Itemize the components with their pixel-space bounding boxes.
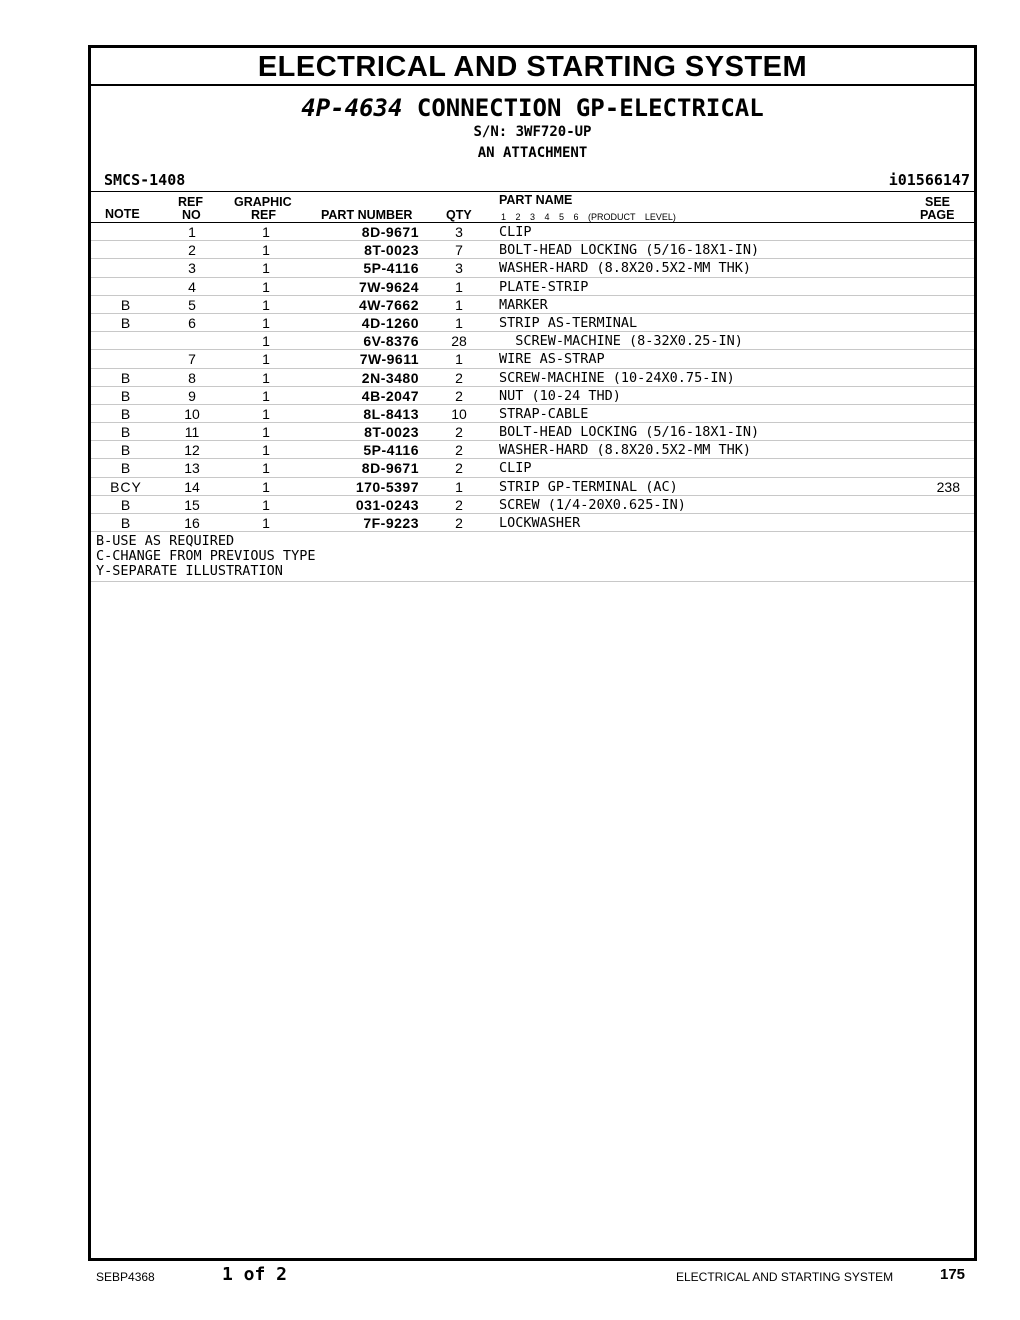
part-number-cell: 031-0243 [355, 496, 419, 513]
part-number-cell: 8T-0023 [364, 424, 419, 441]
see-page-cell: 238 [936, 478, 960, 495]
note-cell: B [120, 369, 132, 386]
group-name: CONNECTION GP-ELECTRICAL [416, 94, 764, 122]
section-title: ELECTRICAL AND STARTING SYSTEM [91, 48, 974, 86]
header-gref-bottom: REF [251, 208, 276, 222]
table-row [91, 314, 974, 332]
graphic-ref-cell: 1 [262, 496, 270, 513]
note-b: B-USE AS REQUIRED [96, 533, 235, 550]
part-number-cell: 170-5397 [355, 478, 419, 495]
serial-number: S/N: 3WF720-UP [473, 124, 592, 140]
note-cell: B [120, 424, 132, 441]
graphic-ref-cell: 1 [262, 224, 270, 240]
note-cell: B [120, 460, 132, 477]
graphic-ref-cell: 1 [262, 424, 270, 441]
table-row [91, 405, 974, 423]
part-number-cell: 4D-1260 [361, 314, 419, 331]
part-name-cell: WASHER-HARD (8.8X20.5X2-MM THK) [499, 260, 751, 277]
part-name-cell: WASHER-HARD (8.8X20.5X2-MM THK) [499, 442, 751, 459]
ref-no-cell: 3 [188, 260, 196, 277]
part-number-cell: 7W-9624 [358, 278, 419, 295]
parts-page-frame [88, 45, 977, 1261]
qty-cell: 3 [455, 260, 463, 277]
part-name-cell: SCREW-MACHINE (8-32X0.25-IN) [499, 333, 743, 350]
ref-no-cell: 14 [184, 478, 200, 495]
table-row [91, 369, 974, 387]
graphic-ref-cell: 1 [262, 387, 270, 404]
part-number-cell: 7F-9223 [363, 515, 419, 531]
header-ref-bottom: NO [182, 208, 201, 222]
note-cell: B [120, 515, 132, 531]
header-qty: QTY [446, 208, 472, 222]
ref-no-cell: 11 [184, 424, 200, 441]
group-type: AN ATTACHMENT [477, 145, 588, 161]
ref-no-cell: 15 [184, 496, 200, 513]
qty-cell: 2 [455, 369, 463, 386]
table-row [91, 223, 974, 241]
illustration-id: i01566147 [888, 171, 970, 189]
note-c: C-CHANGE FROM PREVIOUS TYPE [96, 548, 316, 565]
part-name-cell: CLIP [499, 224, 532, 240]
note-y: Y-SEPARATE ILLUSTRATION [96, 563, 283, 580]
header-note: NOTE [105, 207, 140, 221]
part-name-cell: STRAP-CABLE [499, 405, 589, 422]
graphic-ref-cell: 1 [262, 296, 270, 313]
graphic-ref-cell: 1 [262, 314, 270, 331]
header-part-number: PART NUMBER [321, 208, 413, 222]
qty-cell: 3 [455, 224, 463, 240]
notes-legend [91, 532, 974, 582]
part-number-cell: 6V-8376 [363, 333, 419, 350]
graphic-ref-cell: 1 [262, 478, 270, 495]
graphic-ref-cell: 1 [262, 460, 270, 477]
note-cell: B [120, 442, 132, 459]
ref-no-cell: 5 [188, 296, 196, 313]
table-row [91, 496, 974, 514]
part-name-cell: LOCKWASHER [499, 515, 581, 531]
note-cell: B [120, 496, 132, 513]
table-header [91, 192, 974, 223]
qty-cell: 2 [455, 496, 463, 513]
part-name-cell: WIRE AS-STRAP [499, 351, 605, 368]
ref-no-cell: 13 [184, 460, 200, 477]
footer-page-number: 175 [940, 1266, 966, 1283]
ref-no-cell: 2 [188, 242, 196, 259]
qty-cell: 1 [455, 296, 463, 313]
footer-doc-number: SEBP4368 [96, 1270, 155, 1284]
graphic-ref-cell: 1 [262, 405, 270, 422]
part-name-cell: CLIP [499, 460, 532, 477]
graphic-ref-cell: 1 [262, 260, 270, 277]
qty-cell: 2 [455, 424, 463, 441]
table-row [91, 332, 974, 350]
qty-cell: 2 [455, 442, 463, 459]
graphic-ref-cell: 1 [262, 442, 270, 459]
part-name-cell: NUT (10-24 THD) [499, 387, 621, 404]
ref-no-cell: 10 [184, 405, 200, 422]
footer-page-of: 1 of 2 [222, 1264, 288, 1285]
header-part-name: PART NAME [499, 193, 573, 207]
header-see-bottom: PAGE [920, 208, 955, 222]
table-row [91, 459, 974, 477]
part-number-cell: 4W-7662 [358, 296, 419, 313]
graphic-ref-cell: 1 [262, 515, 270, 531]
qty-cell: 1 [455, 278, 463, 295]
part-number-cell: 8T-0023 [364, 242, 419, 259]
graphic-ref-cell: 1 [262, 278, 270, 295]
header-gref-top: GRAPHIC [234, 195, 292, 209]
part-name-cell: BOLT-HEAD LOCKING (5/16-18X1-IN) [499, 242, 760, 259]
qty-cell: 2 [455, 515, 463, 531]
qty-cell: 28 [451, 333, 467, 350]
graphic-ref-cell: 1 [262, 369, 270, 386]
part-number-cell: 2N-3480 [361, 369, 419, 386]
table-row [91, 423, 974, 441]
part-number-cell: 8D-9671 [361, 460, 419, 477]
note-cell: B [120, 387, 132, 404]
table-row [91, 241, 974, 259]
table-row [91, 296, 974, 314]
ref-no-cell: 1 [188, 224, 196, 240]
part-name-cell: BOLT-HEAD LOCKING (5/16-18X1-IN) [499, 424, 760, 441]
header-ref-top: REF [178, 195, 203, 209]
graphic-ref-cell: 1 [262, 242, 270, 259]
group-title [91, 94, 974, 122]
part-number-cell: 8L-8413 [363, 405, 419, 422]
ref-no-cell: 4 [188, 278, 196, 295]
part-number-cell: 7W-9611 [359, 351, 419, 368]
note-cell: B [120, 405, 132, 422]
ref-no-cell: 16 [184, 515, 200, 531]
qty-cell: 2 [455, 387, 463, 404]
table-row [91, 478, 974, 496]
graphic-ref-cell: 1 [262, 333, 270, 350]
note-cell: B [120, 314, 132, 331]
part-number-cell: 5P-4116 [363, 442, 419, 459]
qty-cell: 1 [455, 351, 463, 368]
note-cell: B [120, 296, 132, 313]
qty-cell: 2 [455, 460, 463, 477]
part-number-cell: 5P-4116 [363, 260, 419, 277]
qty-cell: 7 [455, 242, 463, 259]
header-see-top: SEE [925, 195, 951, 209]
footer-section: ELECTRICAL AND STARTING SYSTEM [676, 1270, 894, 1284]
table-row [91, 514, 974, 532]
table-row [91, 278, 974, 296]
part-number-cell: 4B-2047 [361, 387, 419, 404]
parts-table-body [91, 223, 974, 532]
part-name-cell: SCREW (1/4-20X0.625-IN) [499, 496, 686, 513]
part-name-cell: MARKER [499, 296, 548, 313]
ref-no-cell: 6 [188, 314, 196, 331]
part-name-cell: STRIP GP-TERMINAL (AC) [499, 478, 678, 495]
note-cell: BCY [110, 478, 142, 495]
part-number-cell: 8D-9671 [361, 224, 419, 240]
table-row [91, 259, 974, 277]
part-name-cell: SCREW-MACHINE (10-24X0.75-IN) [499, 369, 735, 386]
ref-no-cell: 8 [188, 369, 196, 386]
ref-no-cell: 12 [184, 442, 200, 459]
qty-cell: 1 [455, 314, 463, 331]
smcs-row [91, 169, 974, 192]
qty-cell: 1 [455, 478, 463, 495]
group-number: 4P-4634 [301, 94, 403, 122]
graphic-ref-cell: 1 [262, 351, 270, 368]
table-row [91, 441, 974, 459]
page-footer [0, 1265, 1020, 1289]
part-name-cell: STRIP AS-TERMINAL [499, 314, 638, 331]
part-name-cell: PLATE-STRIP [499, 278, 589, 295]
qty-cell: 10 [451, 405, 467, 422]
smcs-code: SMCS-1408 [104, 171, 186, 189]
ref-no-cell: 7 [188, 351, 196, 368]
header-product-levels: 1 2 3 4 5 6 (PRODUCT LEVEL) [501, 212, 676, 222]
table-row [91, 387, 974, 405]
table-row [91, 350, 974, 368]
ref-no-cell: 9 [188, 387, 196, 404]
